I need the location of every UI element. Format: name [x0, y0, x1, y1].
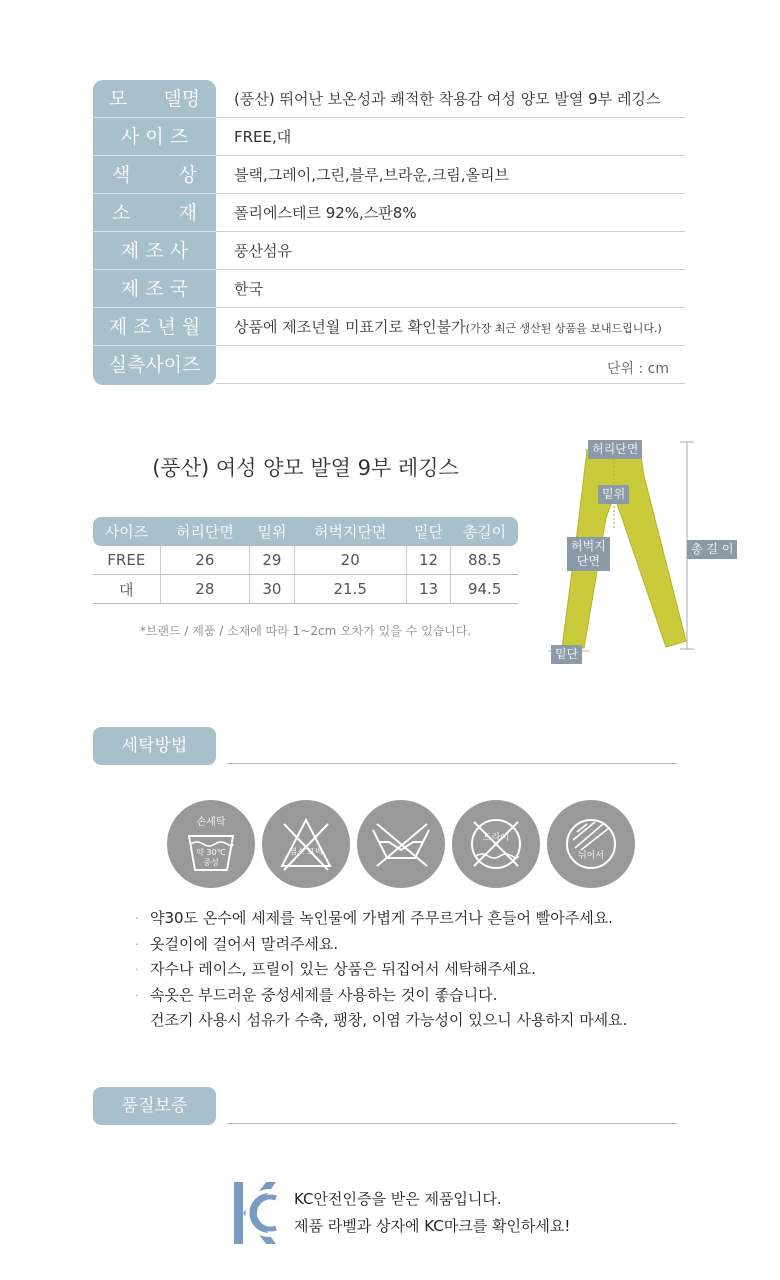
- size-cell: 13: [406, 575, 451, 604]
- spec-row: [93, 270, 685, 308]
- table-row: [93, 546, 518, 575]
- kc-text: KC안전인증을 받은 제품입니다. 제품 라벨과 상자에 KC마크를 확인하세요!: [294, 1190, 571, 1235]
- thigh-label: 허벅지 단면: [567, 537, 610, 571]
- waist-label: 허리단면: [588, 440, 642, 459]
- size-header-cell: 허벅지단면: [294, 517, 406, 546]
- size-cell: 12: [406, 546, 451, 575]
- spec-value: 풍산섬유: [234, 242, 292, 260]
- no-iron-icon: [357, 800, 445, 888]
- size-cell: 26: [160, 546, 249, 575]
- spec-row: [93, 232, 685, 270]
- spec-row: [93, 118, 685, 156]
- spec-row: [93, 156, 685, 194]
- list-item: · 약30도 온수에 세제를 녹인물에 가볍게 주무르거나 흔들어 빨아주세요.: [135, 909, 613, 927]
- size-cell: 94.5: [451, 575, 518, 604]
- spec-value: FREE,대: [234, 128, 292, 146]
- spec-label: 모 델명: [108, 88, 201, 110]
- table-row: [93, 575, 518, 604]
- quality-section-title: 품질보증: [93, 1087, 216, 1125]
- hand-wash-icon: [167, 800, 255, 888]
- length-label: 총 길 이: [687, 540, 737, 559]
- svg-text:약 30℃: 약 30℃: [196, 848, 226, 857]
- spec-row: [93, 194, 685, 232]
- size-cell: 29: [250, 546, 295, 575]
- svg-text:손세탁: 손세탁: [196, 817, 226, 828]
- spec-row: [93, 308, 685, 346]
- no-dry-clean-icon: [452, 800, 540, 888]
- leggings-diagram: [540, 436, 700, 666]
- spec-label: 실측사이즈: [108, 354, 201, 376]
- spec-label: 사 이 즈: [120, 126, 189, 148]
- spec-label: 소 재: [111, 202, 198, 224]
- size-cell: 88.5: [451, 546, 518, 575]
- size-cell: 20: [294, 546, 406, 575]
- divider: [227, 1123, 677, 1124]
- spec-label: 제 조 년 월: [108, 316, 201, 338]
- spec-value: (풍산) 뛰어난 보온성과 쾌적한 착용감 여성 양모 발열 9부 레깅스: [234, 90, 661, 108]
- list-item: 건조기 사용시 섬유가 수축, 팽창, 이염 가능성이 있으니 사용하지 마세요.: [150, 1011, 628, 1029]
- care-instructions: [135, 906, 627, 1034]
- size-table-title: (풍산) 여성 양모 발열 9부 레깅스: [152, 456, 459, 480]
- size-cell: 21.5: [294, 575, 406, 604]
- unit-label: 단위 : cm: [607, 361, 670, 377]
- spec-value: 폴리에스테르 92%,스판8%: [234, 204, 417, 222]
- rise-label: 밑위: [598, 485, 629, 504]
- spec-value: 상품에 제조년월 미표기로 확인불가(가장 최근 생산된 상품을 보내드립니다.): [234, 318, 662, 336]
- spec-note: (가장 최근 생산된 상품을 보내드립니다.): [465, 322, 662, 335]
- kc-mark-icon: [232, 1180, 278, 1246]
- spec-label: 색 상: [111, 164, 198, 186]
- size-header-cell: 총길이: [451, 517, 518, 546]
- size-cell: FREE: [93, 546, 160, 575]
- size-header-cell: 사이즈: [93, 517, 160, 546]
- size-cell: 대: [93, 575, 160, 604]
- svg-text:드라이: 드라이: [482, 833, 510, 843]
- size-header-cell: 밑단: [406, 517, 451, 546]
- divider: [227, 763, 677, 764]
- no-bleach-icon: [262, 800, 350, 888]
- spec-label: 제 조 사: [120, 240, 189, 262]
- care-section-title: 세탁방법: [93, 727, 216, 765]
- spec-value: 블랙,그레이,그린,블루,브라운,크림,올리브: [234, 166, 509, 184]
- list-item: · 자수나 레이스, 프릴이 있는 상품은 뒤집어서 세탁해주세요.: [135, 960, 536, 978]
- svg-text:뉘어서: 뉘어서: [577, 851, 605, 861]
- spec-label: 제 조 국: [120, 278, 189, 300]
- size-table: [93, 517, 518, 604]
- spec-row: [93, 346, 685, 384]
- size-cell: 28: [160, 575, 249, 604]
- list-item: · 속옷은 부드러운 중성세제를 사용하는 것이 좋습니다.: [135, 985, 498, 1004]
- list-item: · 옷걸이에 걸어서 말려주세요.: [135, 934, 339, 953]
- size-header-cell: 허리단면: [160, 517, 249, 546]
- svg-text:염소 표백: 염소 표백: [289, 847, 323, 856]
- dry-flat-shade-icon: [547, 800, 635, 888]
- size-cell: 30: [250, 575, 295, 604]
- hem-label: 밑단: [551, 645, 582, 664]
- spec-value: 한국: [234, 280, 263, 298]
- size-header-cell: 밑위: [250, 517, 295, 546]
- spec-row: [93, 80, 685, 118]
- svg-text:중성: 중성: [203, 858, 219, 867]
- size-note: *브랜드 / 제품 / 소재에 따라 1~2cm 오차가 있을 수 있습니다.: [139, 624, 472, 638]
